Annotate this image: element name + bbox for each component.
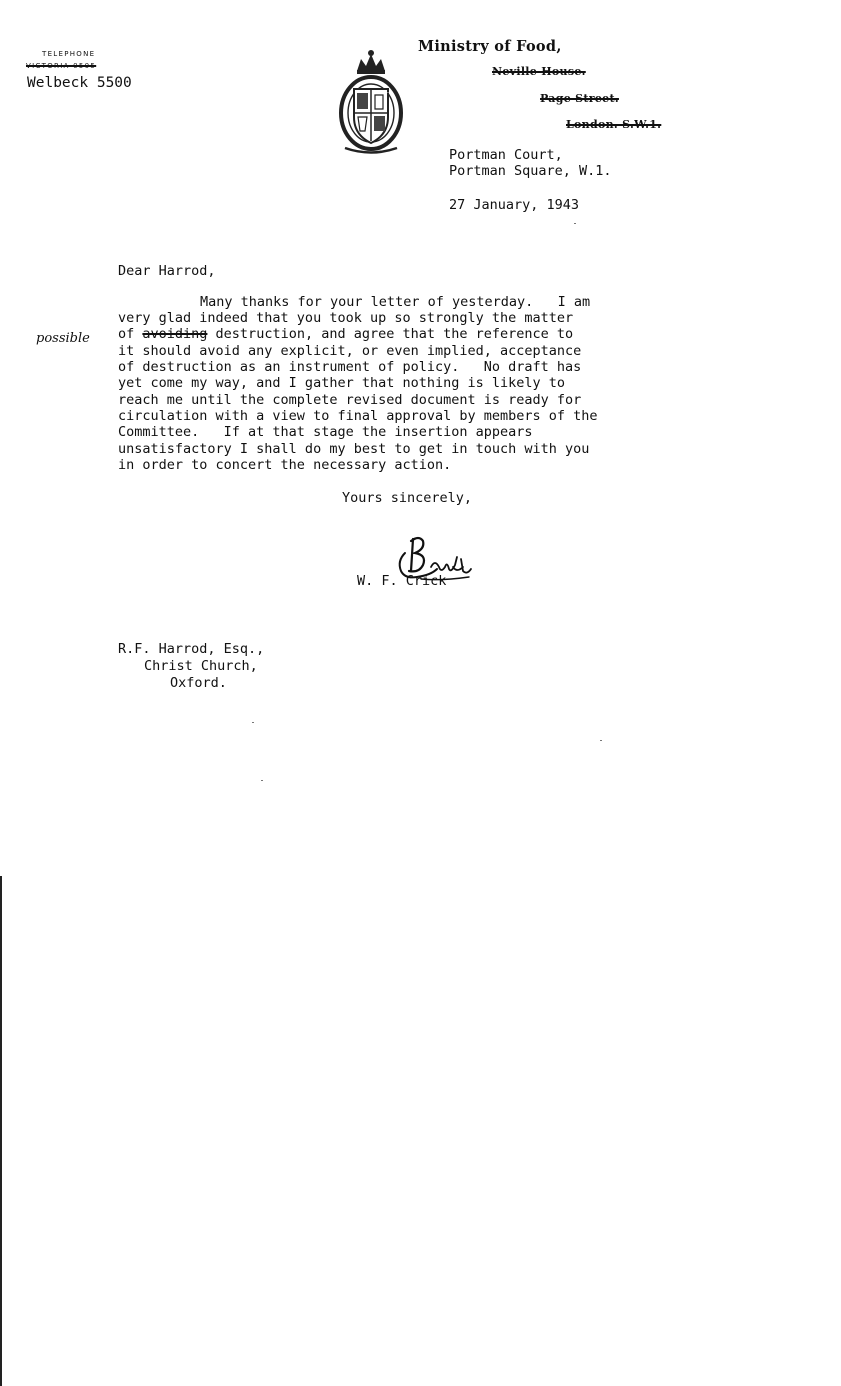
body-line-4: it should avoid any explicit, or even implied, acceptance [118, 343, 582, 359]
body-line-1: Many thanks for your letter of yesterday. I am [200, 294, 591, 310]
body-line-10: unsatisfactory I shall do my best to get in touch with you [118, 441, 590, 457]
old-address-line-3: London. S.W.1. [566, 118, 662, 131]
body-line-7: reach me until the complete revised document is ready for [118, 392, 582, 408]
body-line-9: Committee. If at that stage the insertion appears [118, 424, 533, 440]
ministry-heading: Ministry of Food, [418, 38, 562, 55]
body-line-3-start: of [118, 326, 143, 342]
signature-name: W. F. Crick [357, 573, 447, 589]
body-line-6: yet come my way, and I gather that nothing is likely to [118, 375, 566, 391]
scan-edge-line [0, 876, 2, 1386]
body-line-2: very glad indeed that you took up so strongly the matter [118, 310, 574, 326]
recipient-line-1: R.F. Harrod, Esq., [118, 641, 265, 657]
body-line-3-end: destruction, and agree that the reference to [207, 326, 574, 342]
old-address-line-2: Page Street. [540, 92, 619, 105]
telephone-old-number: VICTORIA 0505 [26, 62, 97, 70]
margin-note: possible [36, 331, 90, 346]
struck-word: avoiding [142, 326, 208, 342]
recipient-line-2: Christ Church, [144, 658, 258, 674]
telephone-label: TELEPHONE [42, 50, 96, 58]
closing: Yours sincerely, [342, 490, 473, 506]
royal-crest-icon [316, 30, 407, 159]
body-line-11: in order to concert the necessary action. [118, 457, 452, 473]
body-line-5: of destruction as an instrument of policy. No draft has [118, 359, 582, 375]
sender-address-line-1: Portman Court, [449, 147, 563, 163]
recipient-line-3: Oxford. [170, 675, 227, 691]
old-address-line-1: Neville House. [492, 65, 586, 78]
body-line-3 [118, 326, 573, 342]
salutation: Dear Harrod, [118, 263, 216, 279]
sender-address-line-2: Portman Square, W.1. [449, 163, 612, 179]
body-line-8: circulation with a view to final approval by members of the [118, 408, 598, 424]
letter-date: 27 January, 1943 [449, 197, 580, 213]
telephone-number: Welbeck 5500 [27, 75, 132, 91]
